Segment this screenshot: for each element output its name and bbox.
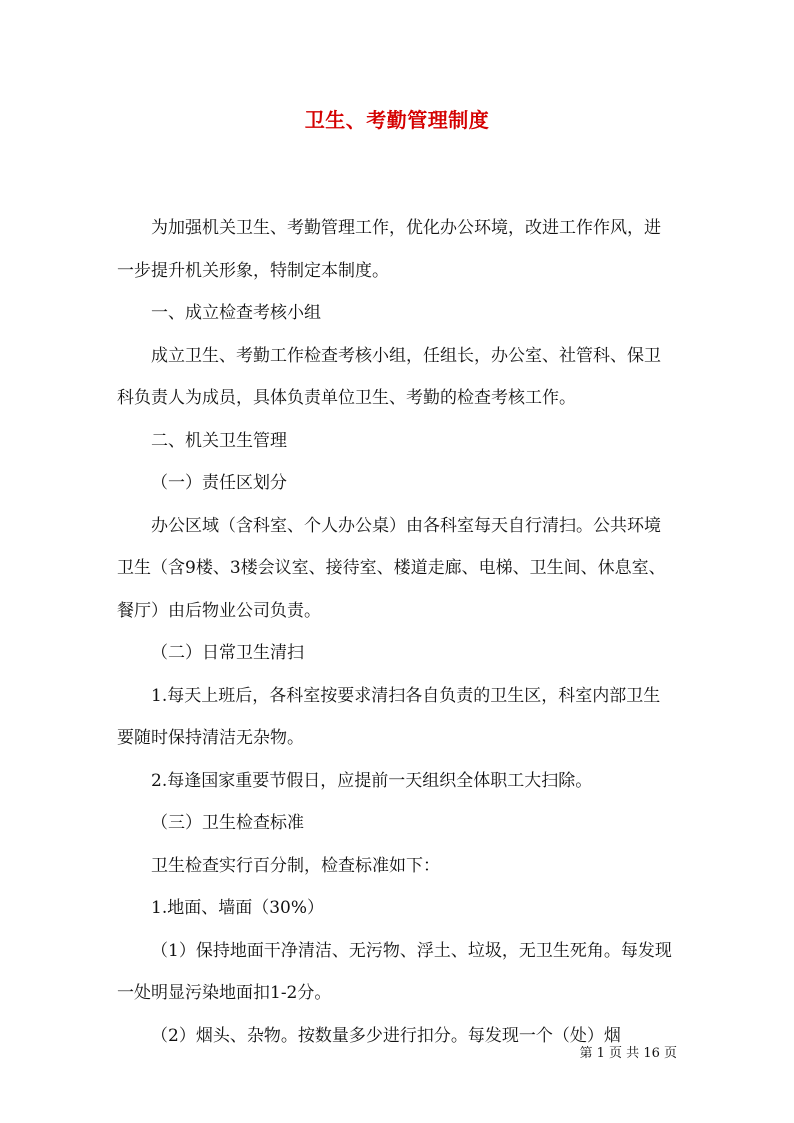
paragraph-rule-1: （1）保持地面干净清洁、无污物、浮土、垃圾，无卫生死角。每发现一处明显污染地面扣1-2分。 [117, 940, 672, 1003]
page-number: 第 1 页 共 16 页 [579, 1046, 677, 1061]
paragraph-areas: 办公区域（含科室、个人办公桌）由各科室每天自行清扫。公共环境卫生（含9楼、3楼会议室、接待室、楼道走廊、电梯、卫生间、休息室、餐厅）由后物业公司负责。 [117, 515, 666, 621]
heading-section-2: 二、机关卫生管理 [151, 430, 287, 451]
paragraph-intro: 为加强机关卫生、考勤管理工作，优化办公环境，改进工作作风，进一步提升机关形象，特制定本制度。 [117, 218, 661, 281]
subheading-responsibility: （一）责任区划分 [151, 473, 287, 493]
paragraph-scoring: 卫生检查实行百分制，检查标准如下： [151, 855, 440, 876]
paragraph-item-1: 1.每天上班后，各科室按要求清扫各自负责的卫生区，科室内部卫生要随时保持清洁无杂物。 [117, 685, 661, 748]
subheading-daily-cleaning: （二）日常卫生清扫 [151, 643, 304, 663]
paragraph-rule-2: （2）烟头、杂物。按数量多少进行扣分。每发现一个（处）烟 [151, 1025, 621, 1046]
paragraph-team: 成立卫生、考勤工作检查考核小组，任组长，办公室、社管科、保卫科负责人为成员，具体负责单位卫生、考勤的检查考核工作。 [117, 345, 661, 408]
subheading-inspection-standard: （三）卫生检查标准 [151, 813, 304, 833]
paragraph-item-2: 2.每逢国家重要节假日，应提前一天组织全体职工大扫除。 [151, 770, 593, 791]
document-title: 卫生、考勤管理制度 [304, 108, 490, 132]
heading-section-1: 一、成立检查考核小组 [151, 303, 321, 323]
paragraph-floor-wall: 1.地面、墙面（30%） [151, 898, 325, 918]
document-body [117, 207, 677, 1057]
